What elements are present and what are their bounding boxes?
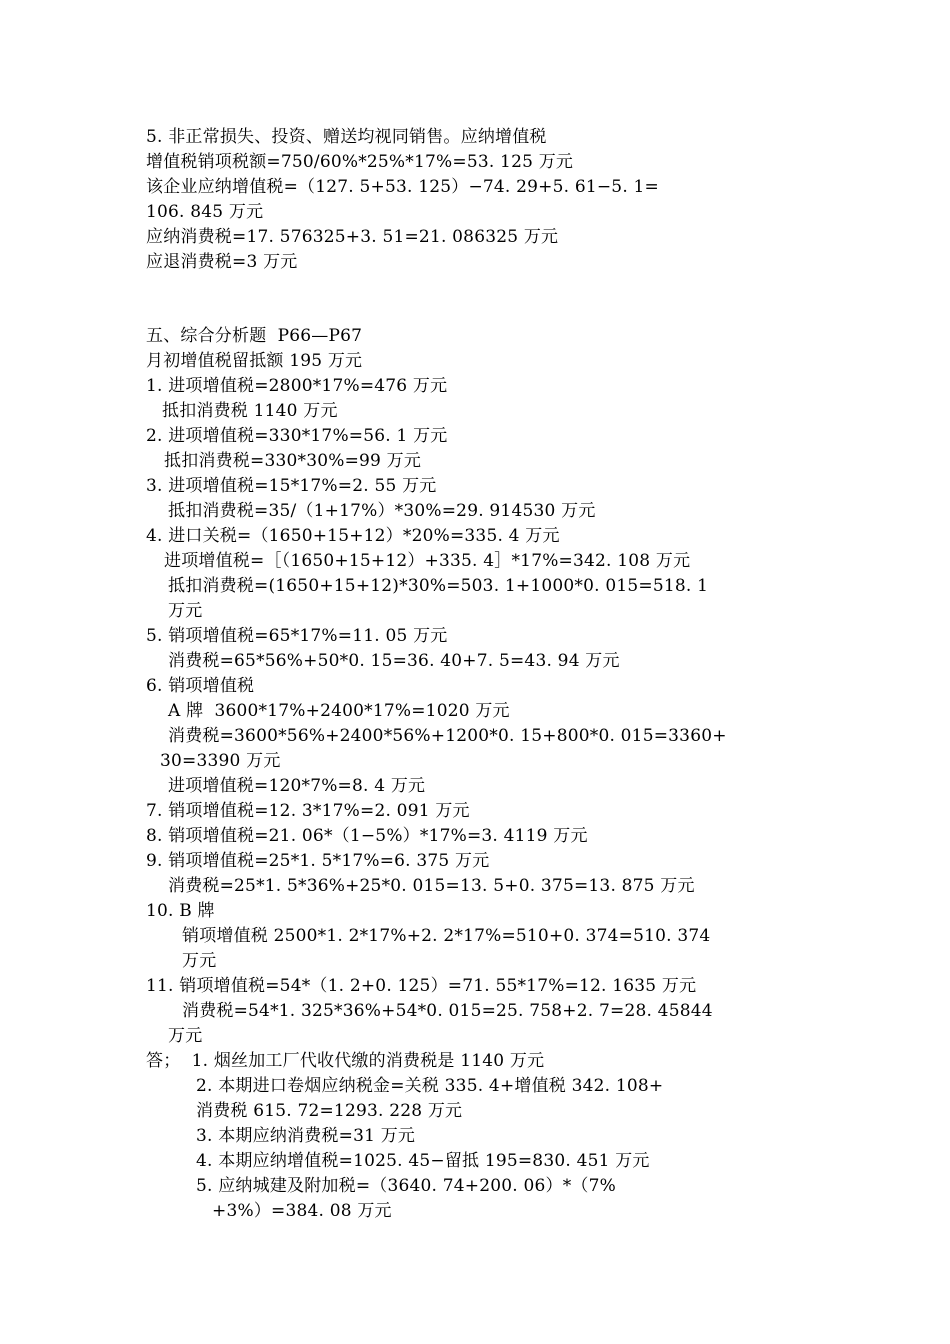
text-line: 月初增值税留抵额 195 万元: [146, 351, 363, 371]
text-line: 30=3390 万元: [160, 751, 281, 771]
text-line: 3. 进项增值税=15*17%=2. 55 万元: [146, 476, 437, 496]
answer-line: 4. 本期应纳增值税=1025. 45−留抵 195=830. 451 万元: [196, 1151, 650, 1171]
text-line: A 牌 3600*17%+2400*17%=1020 万元: [168, 701, 510, 721]
text-line: 进项增值税=120*7%=8. 4 万元: [168, 776, 426, 796]
text-line: 2. 进项增值税=330*17%=56. 1 万元: [146, 426, 448, 446]
text-line: 增值税销项税额=750/60%*25%*17%=53. 125 万元: [146, 152, 574, 172]
text-line: 抵扣消费税 1140 万元: [162, 401, 338, 421]
text-line: 11. 销项增值税=54*（1. 2+0. 125）=71. 55*17%=12. 1635 万元: [146, 976, 697, 996]
section-heading: 五、综合分析题 P66—P67: [146, 326, 363, 346]
answer-line: 2. 本期进口卷烟应纳税金=关税 335. 4+增值税 342. 108+: [196, 1076, 664, 1096]
answer-line: 3. 本期应纳消费税=31 万元: [196, 1126, 416, 1146]
text-line: 万元: [168, 1026, 203, 1046]
text-line: 消费税=54*1. 325*36%+54*0. 015=25. 758+2. 7=28. 45844: [182, 1001, 713, 1021]
text-line: 5. 销项增值税=65*17%=11. 05 万元: [146, 626, 448, 646]
answer-line: 5. 应纳城建及附加税=（3640. 74+200. 06）*（7%: [196, 1176, 616, 1196]
text-line: 进项增值税=［（1650+15+12）+335. 4］*17%=342. 108 万元: [164, 551, 691, 571]
text-line: 销项增值税 2500*1. 2*17%+2. 2*17%=510+0. 374=510. 374: [182, 926, 711, 946]
text-line: 5. 非正常损失、投资、赠送均视同销售。应纳增值税: [146, 127, 547, 147]
text-line: 应退消费税=3 万元: [146, 252, 298, 272]
answer-line: 答； 1. 烟丝加工厂代收代缴的消费税是 1140 万元: [146, 1051, 545, 1071]
text-line: 消费税=65*56%+50*0. 15=36. 40+7. 5=43. 94 万元: [168, 651, 620, 671]
text-line: 8. 销项增值税=21. 06*（1−5%）*17%=3. 4119 万元: [146, 826, 588, 846]
text-line: 抵扣消费税=35/（1+17%）*30%=29. 914530 万元: [168, 501, 596, 521]
text-line: 4. 进口关税=（1650+15+12）*20%=335. 4 万元: [146, 526, 560, 546]
text-line: 万元: [182, 951, 217, 971]
text-line: 106. 845 万元: [146, 202, 264, 222]
answer-line: 消费税 615. 72=1293. 228 万元: [196, 1101, 463, 1121]
text-line: 抵扣消费税=330*30%=99 万元: [164, 451, 422, 471]
text-line: 应纳消费税=17. 576325+3. 51=21. 086325 万元: [146, 227, 559, 247]
text-line: 抵扣消费税=(1650+15+12)*30%=503. 1+1000*0. 015=518. 1: [168, 576, 709, 596]
text-line: 消费税=3600*56%+2400*56%+1200*0. 15+800*0. 015=3360+: [168, 726, 727, 746]
text-line: 9. 销项增值税=25*1. 5*17%=6. 375 万元: [146, 851, 490, 871]
text-line: 7. 销项增值税=12. 3*17%=2. 091 万元: [146, 801, 470, 821]
text-line: 1. 进项增值税=2800*17%=476 万元: [146, 376, 448, 396]
text-line: 6. 销项增值税: [146, 676, 255, 696]
text-line: 10. B 牌: [146, 901, 215, 921]
text-line: 消费税=25*1. 5*36%+25*0. 015=13. 5+0. 375=13. 875 万元: [168, 876, 695, 896]
text-line: 万元: [168, 601, 203, 621]
answer-line: +3%）=384. 08 万元: [212, 1201, 392, 1221]
text-line: 该企业应纳增值税=（127. 5+53. 125）−74. 29+5. 61−5. 1=: [146, 177, 659, 197]
